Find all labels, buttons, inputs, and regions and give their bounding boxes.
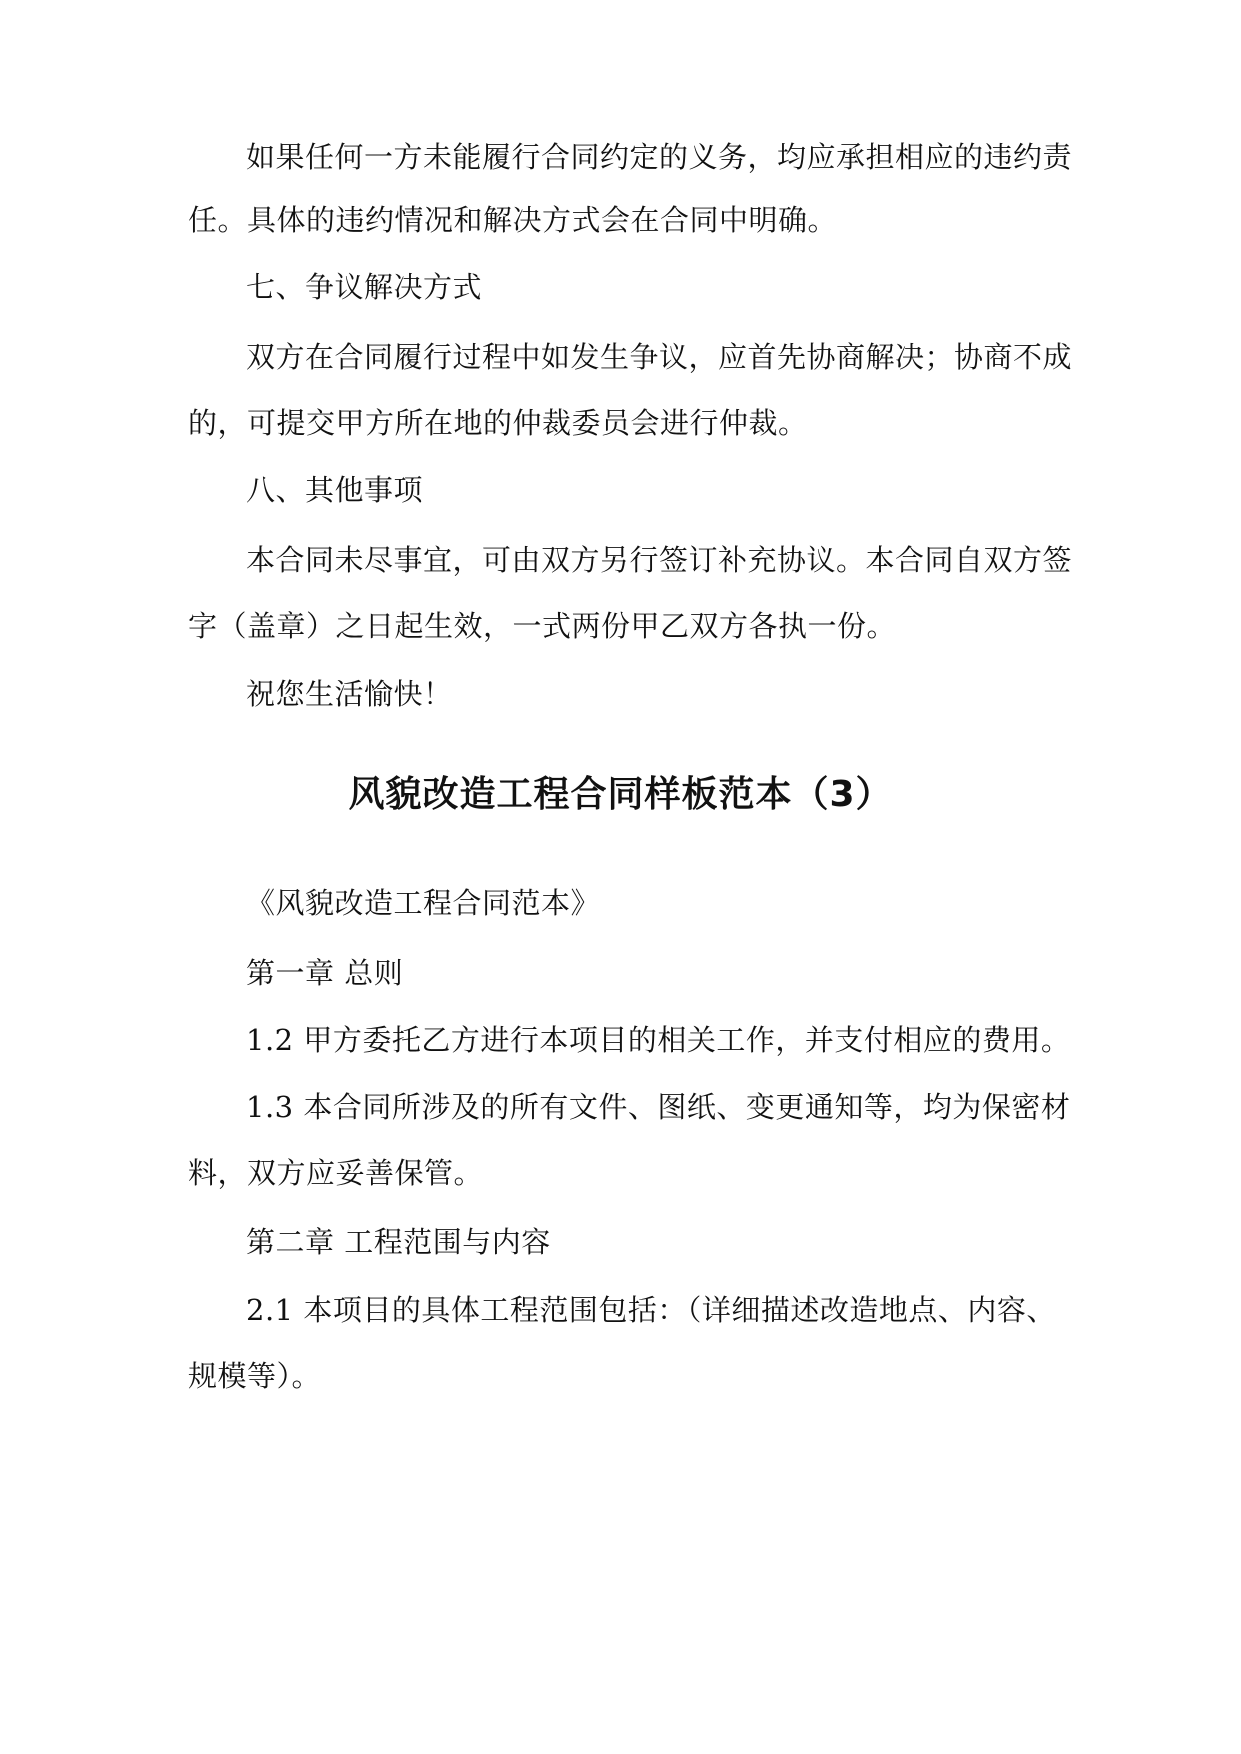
chapter-2-heading: 第二章 工程范围与内容 <box>246 1225 551 1259</box>
clause-1-3-line-2: 料，双方应妥善保管。 <box>188 1156 484 1190</box>
heading-other-matters: 八、其他事项 <box>246 473 424 507</box>
closing-greeting: 祝您生活愉快！ <box>246 677 453 711</box>
clause-2-1-line-1: 2.1 本项目的具体工程范围包括：（详细描述改造地点、内容、 <box>246 1293 1056 1327</box>
paragraph-breach-line-1: 如果任何一方未能履行合同约定的义务，均应承担相应的违约责 <box>246 140 1073 174</box>
paragraph-other-line-1: 本合同未尽事宜，可由双方另行签订补充协议。本合同自双方签 <box>246 543 1073 577</box>
contract-title: 风貌改造工程合同样板范本（3） <box>348 774 893 815</box>
chapter-1-heading: 第一章 总则 <box>246 956 404 990</box>
clause-1-3-line-1: 1.3 本合同所涉及的所有文件、图纸、变更通知等，均为保密材 <box>246 1090 1071 1124</box>
paragraph-other-line-2: 字（盖章）之日起生效，一式两份甲乙双方各执一份。 <box>188 609 897 643</box>
paragraph-dispute-line-2: 的，可提交甲方所在地的仲裁委员会进行仲裁。 <box>188 406 808 440</box>
paragraph-breach-line-2: 任。具体的违约情况和解决方式会在合同中明确。 <box>188 203 838 237</box>
heading-dispute-resolution: 七、争议解决方式 <box>246 270 483 304</box>
clause-2-1-line-2: 规模等）。 <box>188 1359 322 1393</box>
document-name: 《风貌改造工程合同范本》 <box>246 886 601 920</box>
clause-1-2: 1.2 甲方委托乙方进行本项目的相关工作，并支付相应的费用。 <box>246 1023 1071 1057</box>
paragraph-dispute-line-1: 双方在合同履行过程中如发生争议，应首先协商解决；协商不成 <box>246 340 1073 374</box>
